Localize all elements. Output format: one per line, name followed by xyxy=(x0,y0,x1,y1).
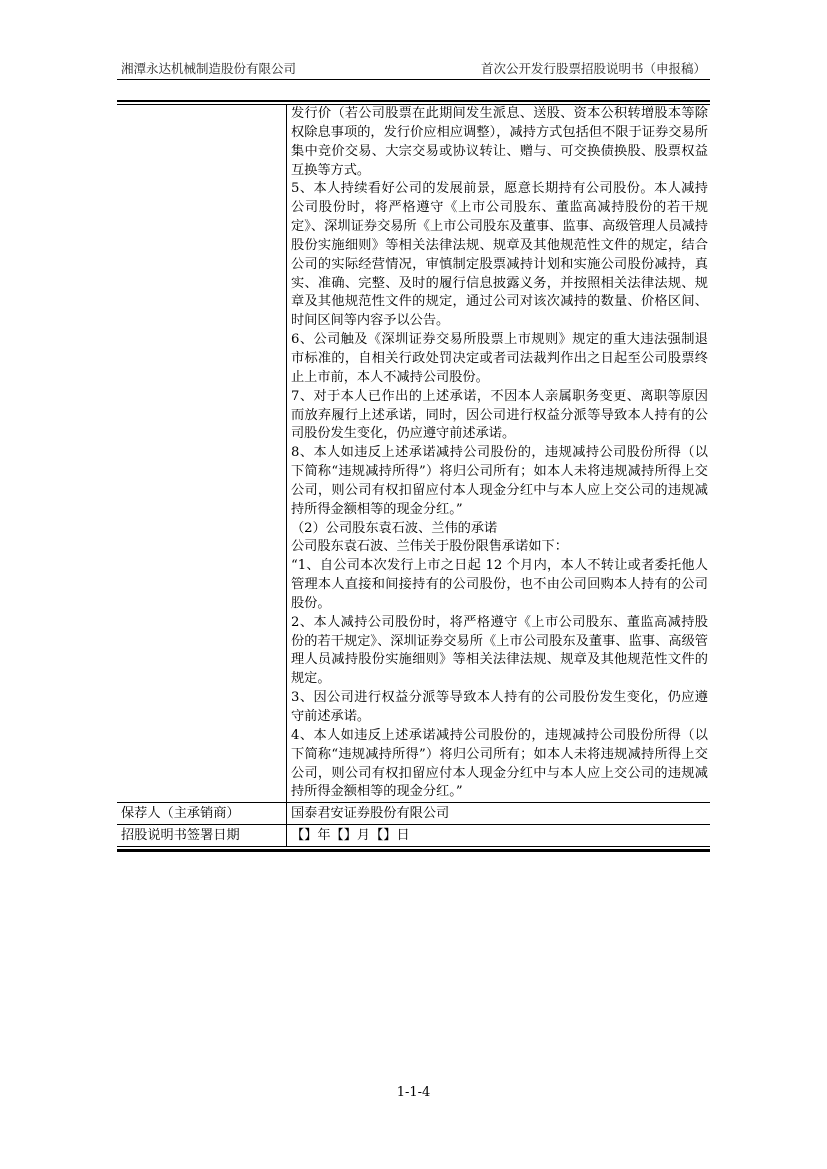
signing-date-label: 招股说明书签署日期 xyxy=(117,825,287,847)
sponsor-label: 保荐人（主承销商） xyxy=(117,803,287,825)
header-company-name: 湘潭永达机械制造股份有限公司 xyxy=(121,61,297,76)
commitment-subheading: （2）公司股东袁石波、兰伟的承诺 xyxy=(291,520,498,536)
commitment-paragraph: 8、本人如违反上述承诺减持公司股份的，违规减持公司股份所得（以下简称“违规减持所得”）将归公司所有；如本人未将违规减持所得上交公司，则公司有权扣留应付本人现金分红中与本人应上交公司的违规减持所得金额相等的现金分红。” xyxy=(291,445,708,517)
info-table xyxy=(117,100,710,852)
signing-date-value: 【】年【】月【】日 xyxy=(287,825,711,847)
table-bottom-rule-thin xyxy=(117,846,710,847)
table-bottom-rule-thick xyxy=(117,849,710,852)
commitment-paragraph: 6、公司触及《深圳证券交易所股票上市规则》规定的重大违法强制退市标准的，自相关行政处罚决定或者司法裁判作出之日起至公司股票终止上市前，本人不减持公司股份。 xyxy=(291,332,708,385)
commitment-paragraph: 3、因公司进行权益分派等导致本人持有的公司股份发生变化，仍应遵守前述承诺。 xyxy=(291,690,708,724)
page-header xyxy=(117,60,710,78)
header-document-title: 首次公开发行股票招股说明书（申报稿） xyxy=(480,61,706,76)
commitment-paragraph: 公司股东袁石波、兰伟关于股份限售承诺如下： xyxy=(291,539,568,555)
commitment-paragraph: 2、本人减持公司股份时，将严格遵守《上市公司股东、董监高减持股份的若干规定》、深圳证券交易所《上市公司股东及董事、监事、高级管理人员减持股份实施细则》等相关法律法规、规章及其他规范性文件的规定。 xyxy=(291,614,708,687)
commitment-row xyxy=(117,105,710,803)
commitment-content-cell xyxy=(287,105,711,803)
header-rule xyxy=(117,79,710,80)
commitment-label-cell xyxy=(117,105,287,803)
page-number: 1-1-4 xyxy=(396,1085,431,1100)
commitment-paragraph: 4、本人如违反上述承诺减持公司股份的，违规减持公司股份所得（以下简称“违规减持所得”）将归公司所有；如本人未将违规减持所得上交公司，则公司有权扣留应付本人现金分红中与本人应上交公司的违规减持所得金额相等的现金分红。” xyxy=(291,727,708,800)
commitment-paragraph: 7、对于本人已作出的上述承诺，不因本人亲属职务变更、离职等原因而放弃履行上述承诺，同时，因公司进行权益分派等导致本人持有的公司股份发生变化，仍应遵守前述承诺。 xyxy=(291,388,708,442)
table-top-rule-thick xyxy=(117,100,710,102)
commitment-paragraph: “1、自公司本次发行上市之日起 12 个月内，本人不转让或者委托他人管理本人直接和间接持有的公司股份，也不由公司回购本人持有的公司股份。 xyxy=(291,558,708,611)
signing-date-row xyxy=(117,825,710,847)
sponsor-value: 国泰君安证券股份有限公司 xyxy=(287,803,711,825)
commitment-paragraph: 发行价（若公司股票在此期间发生派息、送股、资本公积转增股本等除权除息事项的，发行价应相应调整），减持方式包括但不限于证券交易所集中竞价交易、大宗交易或协议转让、赠与、可交换债换股、股票权益互换等方式。 xyxy=(291,106,708,178)
commitment-paragraph: 5、本人持续看好公司的发展前景，愿意长期持有公司股份。本人减持公司股份时，将严格遵守《上市公司股东、董监高减持股份的若干规定》、深圳证券交易所《上市公司股东及董事、监事、高级管理人员减持股份实施细则》等相关法律法规、规章及其他规范性文件的规定，结合公司的实际经营情况，审慎制定股票减持计划和实施公司股份减持，真实、准确、完整、及时的履行信息披露义务，并按照相关法律法规、规章及其他规范性文件的规定，通过公司对该次减持的数量、价格区间、时间区间等内容予以公告。 xyxy=(291,181,708,329)
sponsor-row xyxy=(117,803,710,825)
